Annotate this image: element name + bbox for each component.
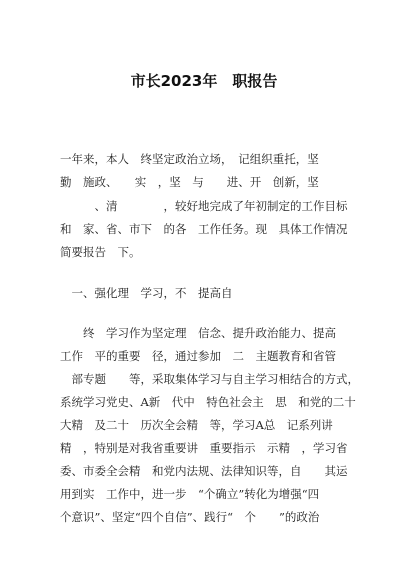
document-title: 市长2023年 职报告 bbox=[130, 72, 278, 90]
paragraph-line: 用到实 工作中，进一步 “个确立”转化为增强“四 bbox=[60, 487, 320, 501]
paragraph-line: 、清 ，较好地完成了年初制定的工作目标 bbox=[60, 199, 348, 213]
paragraph-line: 勤 施政、 实 ，坚 与 进、开 创新，坚 bbox=[60, 175, 319, 189]
paragraph-line: 和 家、省、市下 的各 工作任务。现 具体工作情况 bbox=[60, 222, 348, 236]
paragraph-line: 部专题 等，采取集体学习与自主学习相结合的方式， bbox=[60, 372, 359, 386]
paragraph-line: 个意识”、坚定“四个自信”、践行“ 个 ”的政治 bbox=[60, 510, 320, 524]
paragraph-line: 精 ，特别是对我省重要讲 重要指示 示精 ，学习省 bbox=[60, 441, 348, 455]
paragraph-line: 一年来，本人 终坚定政治立场， 记组织重托，坚 bbox=[60, 152, 319, 166]
paragraph-line: 终 学习作为坚定理 信念、提升政治能力、提高 bbox=[60, 326, 336, 340]
paragraph-line: 系统学习党史、A新 代中 特色社会主 思 和党的二十 bbox=[60, 395, 356, 409]
paragraph-line: 简要报告 下。 bbox=[60, 245, 141, 259]
paragraph-line: 工作 平的重要 径，通过参加 二 主题教育和省管 bbox=[60, 349, 336, 363]
paragraph-line: 委、市委全会精 和党内法规、法律知识等，自 其运 bbox=[60, 464, 348, 478]
section-heading: 一、强化理 学习，不 提高自 bbox=[60, 286, 233, 300]
paragraph-line: 大精 及二十 历次全会精 等，学习A总 记系列讲 bbox=[60, 418, 333, 432]
